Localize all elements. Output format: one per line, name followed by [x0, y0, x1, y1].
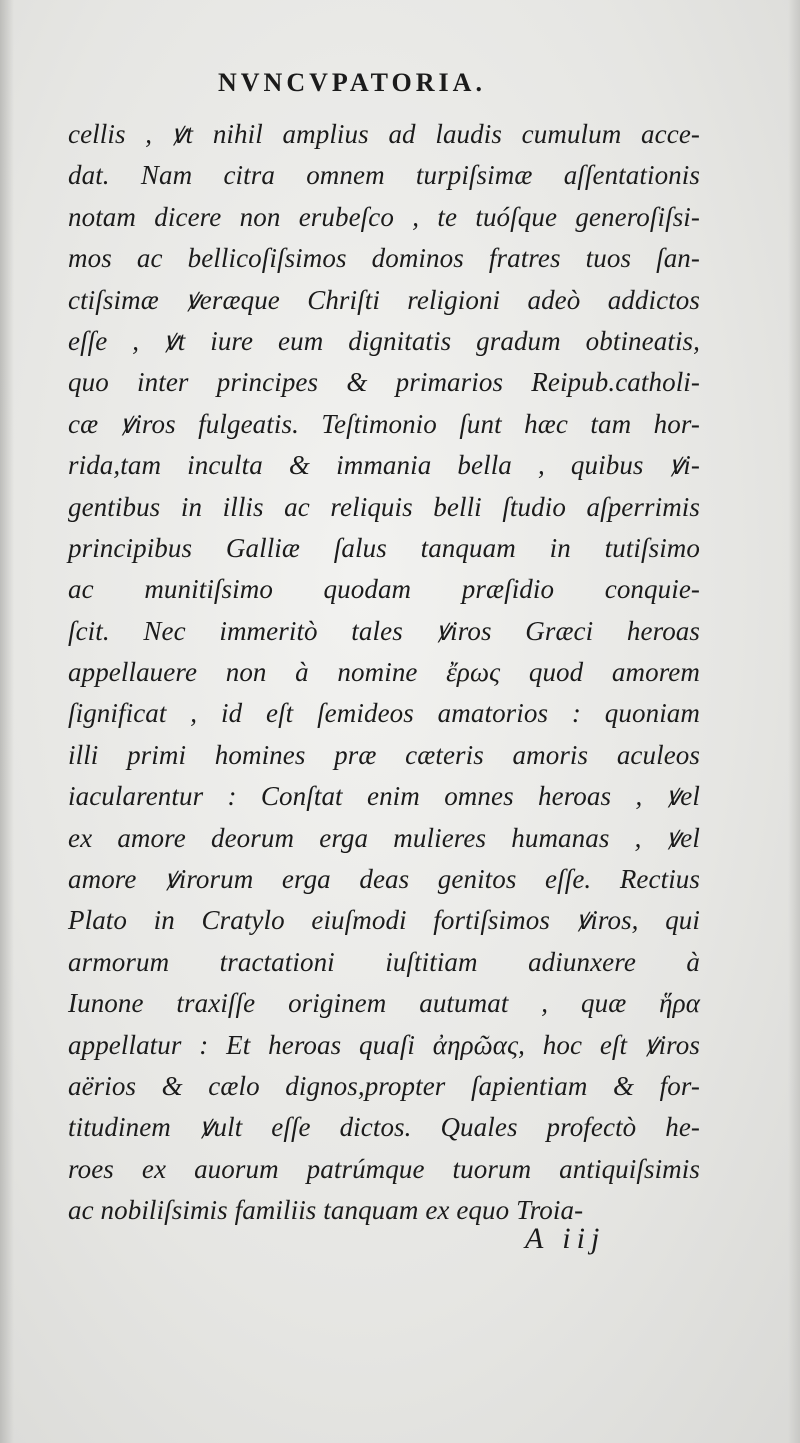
text-line: ac nobiliſsimis familiis tanquam ex equo Troia-	[68, 1195, 584, 1226]
text-line: ctiſsimæ ꝟeræque Chriſti religioni adeò addictos	[68, 284, 700, 315]
text-line: rida,tam inculta & immania bella , quibus ꝟi-	[68, 450, 700, 481]
text-line: dat. Nam citra omnem turpiſsimæ aſſentationis	[68, 160, 700, 191]
text-line: cæ ꝟiros fulgeatis. Teſtimonio ſunt hæc tam hor-	[68, 408, 700, 439]
signature-mark: A iij	[525, 1222, 606, 1255]
text-line: Plato in Cratylo eiuſmodi fortiſsimos ꝟiros, qui	[68, 905, 700, 936]
text-line: illi primi homines præ cæteris amoris aculeos	[68, 739, 700, 770]
running-head: NVNCVPATORIA.	[218, 68, 486, 97]
text-line: Iunone traxiſſe originem autumat , quæ ἥρα	[68, 988, 700, 1019]
page-edge-shadow-right	[788, 0, 800, 1443]
text-line: notam dicere non erubeſco , te tuóſque generoſiſsi-	[68, 201, 700, 232]
text-line: ſignificat , id eſt ſemideos amatorios : quoniam	[68, 698, 700, 729]
body-text	[68, 114, 700, 1232]
text-line: mos ac bellicoſiſsimos dominos fratres tuos ſan-	[68, 243, 700, 274]
text-line: eſſe , ꝟt iure eum dignitatis gradum obtineatis,	[68, 325, 700, 356]
page-edge-shadow-left	[0, 0, 14, 1443]
text-line: appellauere non à nomine ἔρως quod amorem	[68, 657, 700, 688]
text-line: titudinem ꝟult eſſe dictos. Quales profectò he-	[68, 1112, 700, 1143]
text-line: armorum tractationi iuſtitiam adiunxere à	[68, 946, 700, 977]
text-line: roes ex auorum patrúmque tuorum antiquiſsimis	[68, 1153, 700, 1184]
text-line: amore ꝟirorum erga deas genitos eſſe. Rectius	[68, 864, 700, 895]
text-line: ac munitiſsimo quodam præſidio conquie-	[68, 574, 700, 605]
text-line: aërios & cælo dignos,propter ſapientiam & for-	[68, 1070, 700, 1101]
text-line: principibus Galliæ ſalus tanquam in tutiſsimo	[68, 532, 700, 563]
text-line: ex amore deorum erga mulieres humanas , ꝟel	[68, 822, 700, 853]
text-line: appellatur : Et heroas quaſi ἀηρῶας, hoc eſt ꝟiros	[68, 1029, 700, 1060]
text-line: cellis , ꝟt nihil amplius ad laudis cumulum acce-	[68, 119, 700, 149]
text-line: iacularentur : Conſtat enim omnes heroas , ꝟel	[68, 781, 700, 812]
text-line: quo inter principes & primarios Reipub.catholi-	[68, 367, 700, 398]
text-line: ſcit. Nec immeritò tales ꝟiros Græci heroas	[68, 615, 700, 646]
text-line: gentibus in illis ac reliquis belli ſtudio aſperrimis	[68, 491, 700, 522]
